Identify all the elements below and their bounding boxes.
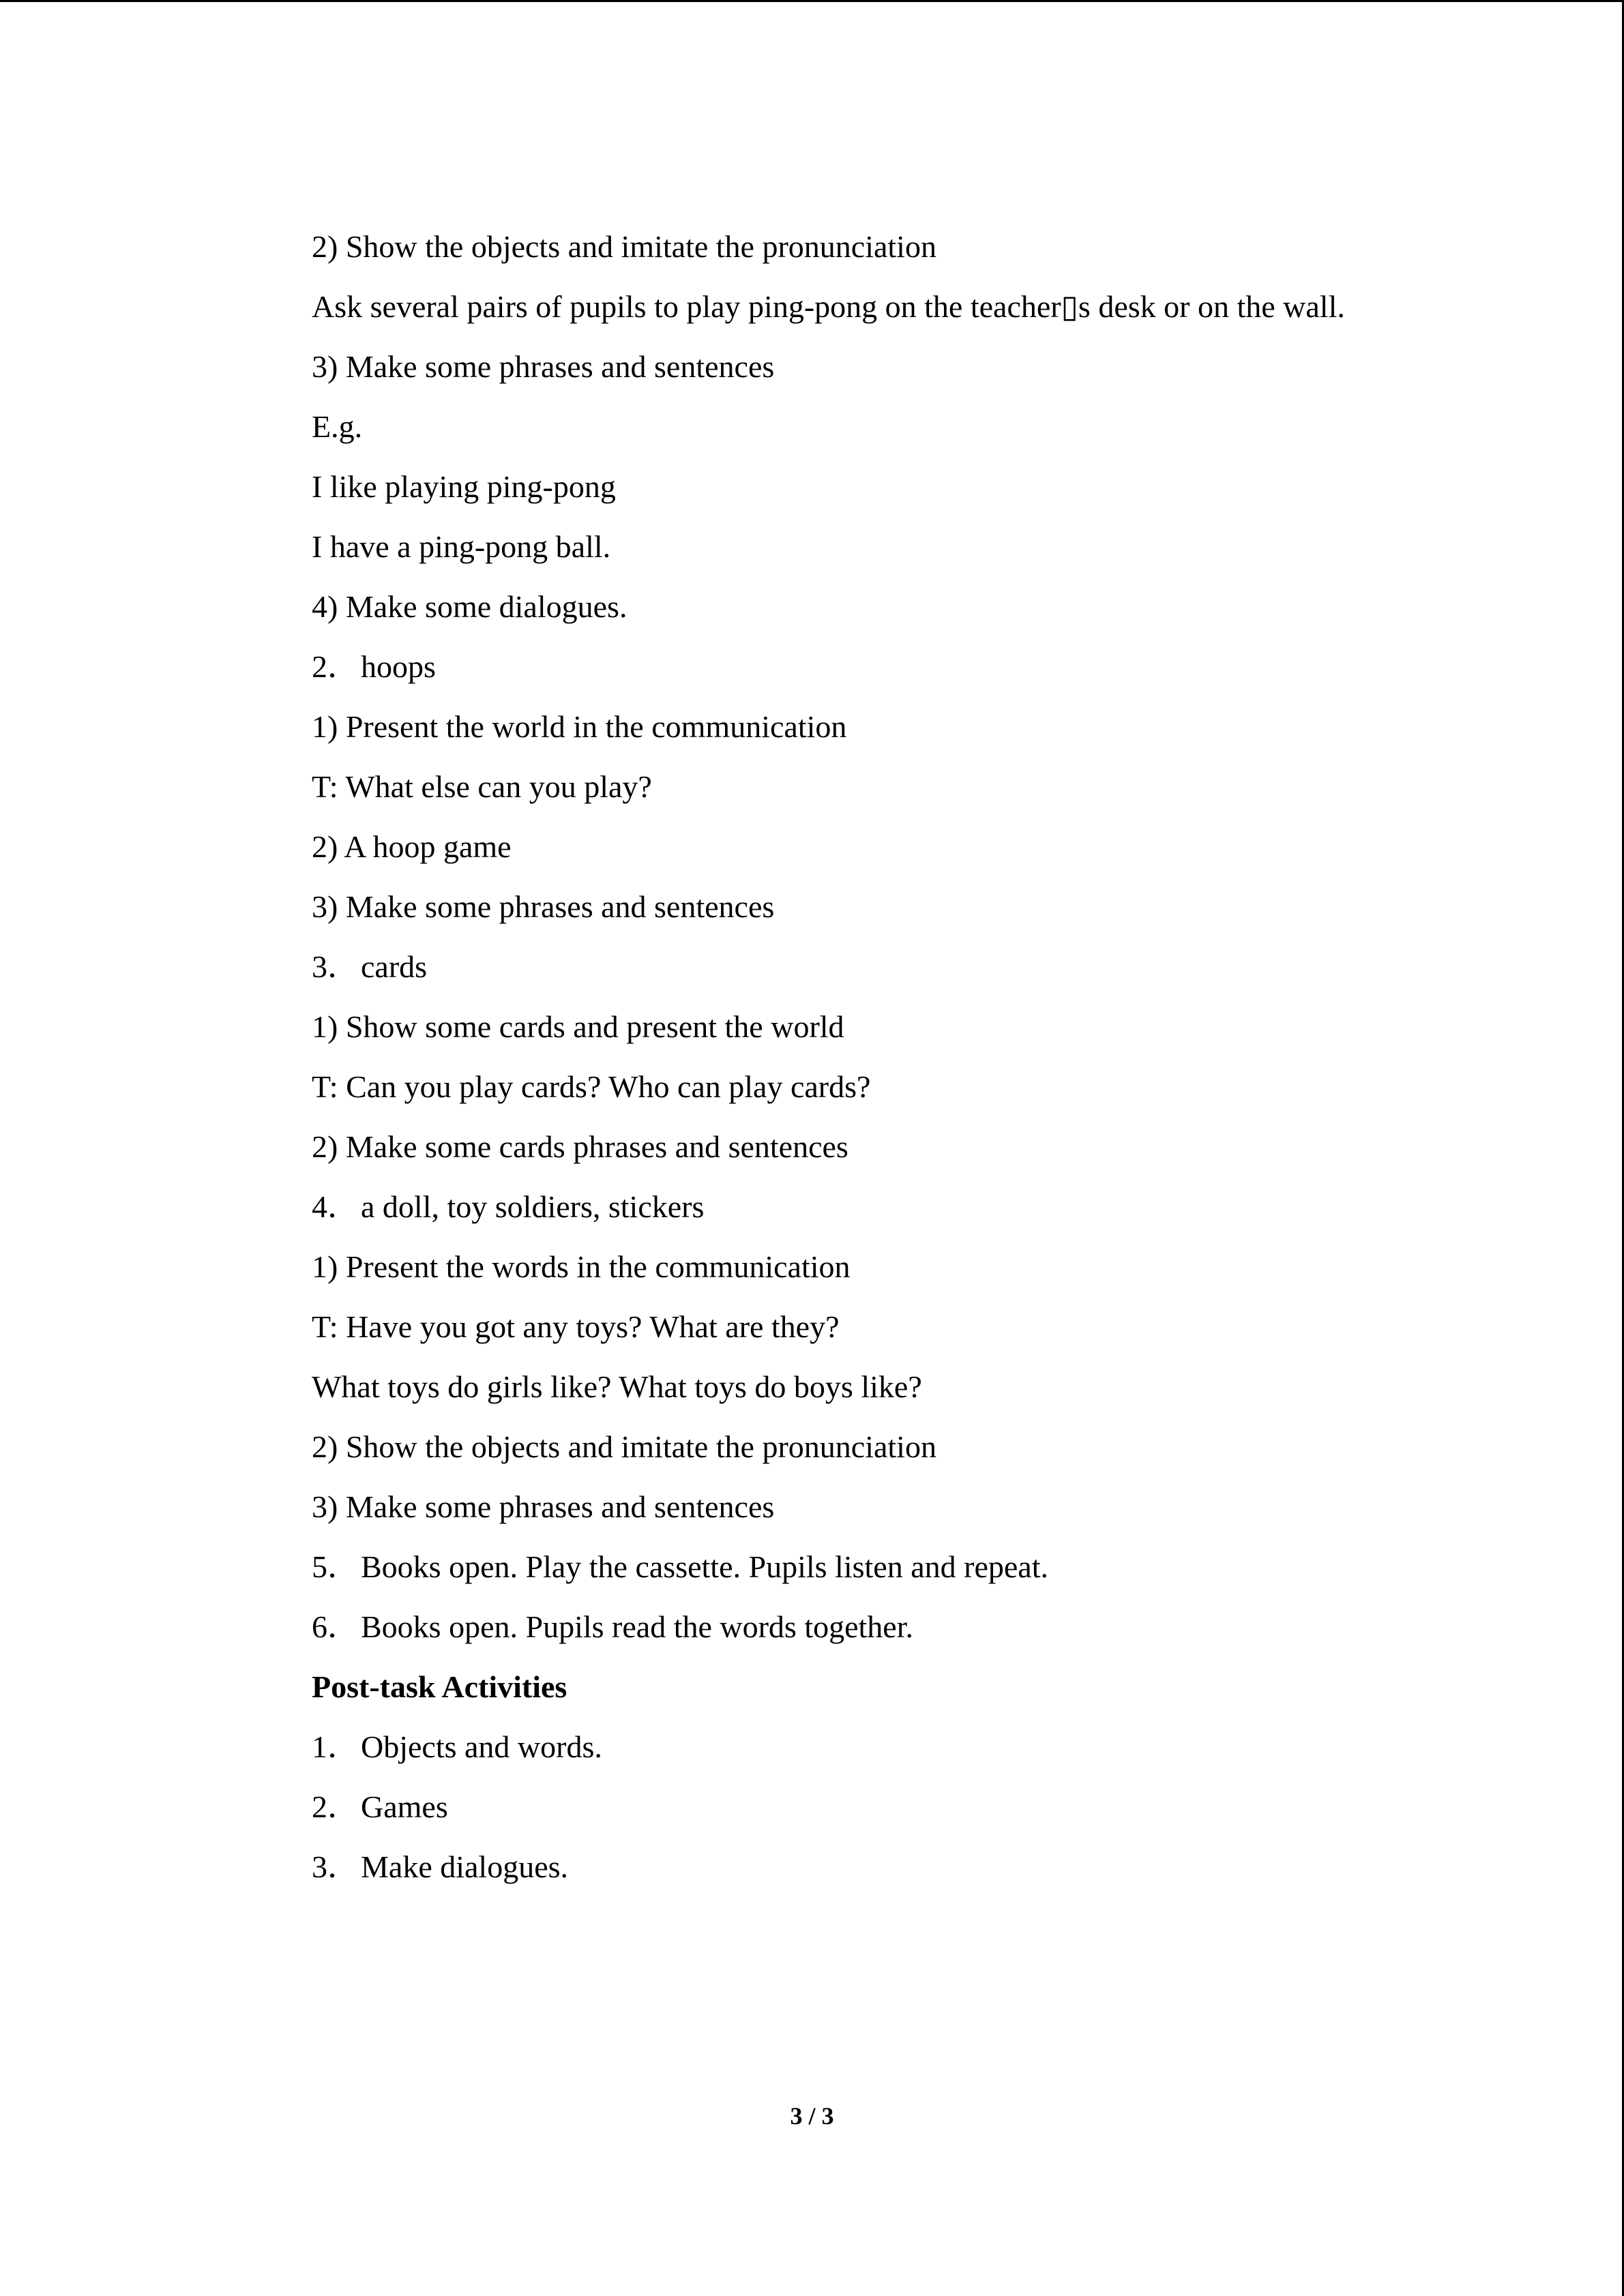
numbered-item bbox=[312, 937, 1471, 997]
line-text: Make dialogues. bbox=[361, 1849, 569, 1884]
text-line bbox=[312, 1237, 1471, 1297]
line-text: What toys do girls like? What toys do boys like? bbox=[312, 1369, 922, 1404]
numbered-item bbox=[312, 1777, 1471, 1837]
line-text: 2) A hoop game bbox=[312, 829, 512, 864]
text-line bbox=[312, 1357, 1471, 1417]
line-text: 3) Make some phrases and sentences bbox=[312, 1489, 775, 1524]
numbered-item bbox=[312, 1177, 1471, 1237]
text-line bbox=[312, 1417, 1471, 1477]
line-text: a doll, toy soldiers, stickers bbox=[361, 1189, 705, 1224]
item-number: 6． bbox=[312, 1609, 359, 1644]
line-text: hoops bbox=[361, 649, 436, 684]
line-text: Books open. Play the cassette. Pupils listen and repeat. bbox=[361, 1549, 1048, 1584]
line-text: 2) Make some cards phrases and sentences bbox=[312, 1129, 848, 1164]
line-text: 4) Make some dialogues. bbox=[312, 589, 628, 624]
item-number: 5． bbox=[312, 1549, 359, 1584]
line-text: T: Have you got any toys? What are they? bbox=[312, 1309, 840, 1344]
text-line bbox=[312, 277, 1471, 337]
top-border-rule bbox=[0, 0, 1624, 2]
item-number: 3． bbox=[312, 1849, 359, 1884]
line-text: Books open. Pupils read the words together. bbox=[361, 1609, 914, 1644]
item-number: 4． bbox=[312, 1189, 359, 1224]
line-text: 3) Make some phrases and sentences bbox=[312, 889, 775, 924]
line-text: cards bbox=[361, 949, 428, 984]
line-text: Ask several pairs of pupils to play ping-pong on the teacher▯s desk or on the wall. bbox=[312, 289, 1345, 324]
numbered-item bbox=[312, 1537, 1471, 1597]
text-line bbox=[312, 217, 1471, 277]
numbered-item bbox=[312, 1837, 1471, 1897]
item-number: 1． bbox=[312, 1729, 359, 1764]
line-text: E.g. bbox=[312, 409, 363, 444]
text-line bbox=[312, 1117, 1471, 1177]
text-line bbox=[312, 697, 1471, 757]
item-number: 2． bbox=[312, 1789, 359, 1824]
text-line bbox=[312, 397, 1471, 457]
line-text: 1) Present the words in the communication bbox=[312, 1249, 851, 1284]
text-line bbox=[312, 997, 1471, 1057]
text-line bbox=[312, 1297, 1471, 1357]
numbered-item bbox=[312, 637, 1471, 697]
numbered-item bbox=[312, 1597, 1471, 1657]
line-text: Objects and words. bbox=[361, 1729, 602, 1764]
document-body bbox=[312, 217, 1471, 1897]
line-text: 2) Show the objects and imitate the pronunciation bbox=[312, 229, 936, 264]
line-text: 2) Show the objects and imitate the pronunciation bbox=[312, 1429, 936, 1464]
text-line bbox=[312, 877, 1471, 937]
line-text: Post-task Activities bbox=[312, 1669, 567, 1704]
text-line bbox=[312, 577, 1471, 637]
line-text: 1) Show some cards and present the world bbox=[312, 1009, 844, 1044]
text-line bbox=[312, 517, 1471, 577]
line-text: T: What else can you play? bbox=[312, 769, 652, 804]
line-text: 3) Make some phrases and sentences bbox=[312, 349, 775, 384]
text-line bbox=[312, 757, 1471, 817]
text-line bbox=[312, 1057, 1471, 1117]
item-number: 2． bbox=[312, 649, 359, 684]
section-heading bbox=[312, 1657, 1471, 1717]
page-number: 3 / 3 bbox=[790, 2102, 834, 2130]
line-text: T: Can you play cards? Who can play cards? bbox=[312, 1069, 871, 1104]
text-line bbox=[312, 457, 1471, 517]
item-number: 3． bbox=[312, 949, 359, 984]
line-text: I have a ping-pong ball. bbox=[312, 529, 611, 564]
numbered-item bbox=[312, 1717, 1471, 1777]
line-text: I like playing ping-pong bbox=[312, 469, 616, 504]
text-line bbox=[312, 337, 1471, 397]
line-text: 1) Present the world in the communication bbox=[312, 709, 847, 744]
text-line bbox=[312, 1477, 1471, 1537]
line-text: Games bbox=[361, 1789, 448, 1824]
text-line bbox=[312, 817, 1471, 877]
